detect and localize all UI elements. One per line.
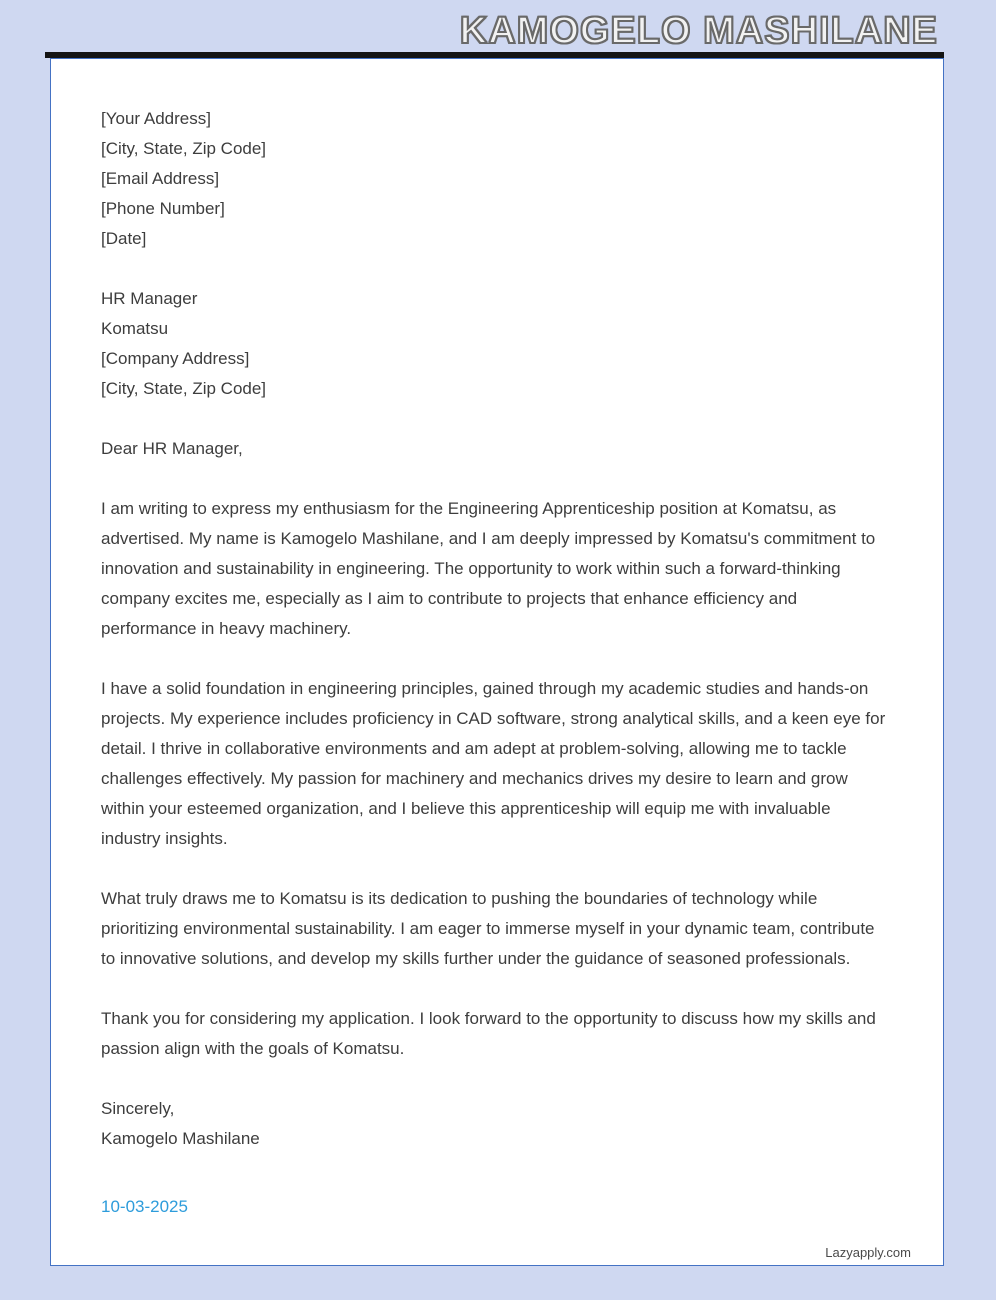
sender-address-line: [Email Address]: [101, 169, 220, 188]
recipient-address-block: [101, 284, 893, 404]
closing-block: [101, 1094, 893, 1154]
letter-content: [51, 59, 943, 1222]
salutation: Dear HR Manager,: [101, 439, 243, 458]
body-paragraph: I have a solid foundation in engineering principles, gained through my academic studies and hands-on projects. My experience includes proficiency in CAD software, strong analytical skills, and a keen eye for detail. I thrive in collaborative environments and am adept at problem-solving, allowing me to tackle challenges effectively. My passion for machinery and mechanics drives my desire to learn and grow within your esteemed organization, and I believe this apprenticeship will equip me with invaluable industry insights.: [101, 679, 886, 848]
body-paragraph: What truly draws me to Komatsu is its dedication to pushing the boundaries of technology while prioritizing environmental sustainability. I am eager to immerse myself in your dynamic team, contribute to innovative solutions, and develop my skills further under the guidance of seasoned professionals.: [101, 889, 875, 968]
recipient-line: HR Manager: [101, 289, 198, 308]
recipient-line: [City, State, Zip Code]: [101, 379, 267, 398]
sender-address-line: [City, State, Zip Code]: [101, 139, 267, 158]
closing: Sincerely,: [101, 1099, 175, 1118]
recipient-line: Komatsu: [101, 319, 169, 338]
signature-name: Kamogelo Mashilane: [101, 1129, 260, 1148]
body-paragraph: Thank you for considering my application. I look forward to the opportunity to discuss how my skills and passion align with the goals of Komatsu.: [101, 1009, 876, 1058]
branding-watermark: Lazyapply.com: [825, 1245, 911, 1260]
recipient-line: [Company Address]: [101, 349, 250, 368]
letter-sheet: [50, 58, 944, 1266]
sender-address-block: [101, 104, 893, 254]
sender-address-line: [Your Address]: [101, 109, 211, 128]
sender-address-line: [Phone Number]: [101, 199, 225, 218]
sender-address-line: [Date]: [101, 229, 147, 248]
body-paragraph: I am writing to express my enthusiasm for the Engineering Apprenticeship position at Komatsu, as advertised. My name is Kamogelo Mashilane, and I am deeply impressed by Komatsu's commitment to innovation and sustainability in engineering. The opportunity to work within such a forward-thinking company excites me, especially as I aim to contribute to projects that enhance efficiency and performance in heavy machinery.: [101, 499, 876, 638]
date-field[interactable]: 10-03-2025: [101, 1197, 188, 1216]
candidate-name-heading: KAMOGELO MASHILANE: [459, 10, 938, 52]
